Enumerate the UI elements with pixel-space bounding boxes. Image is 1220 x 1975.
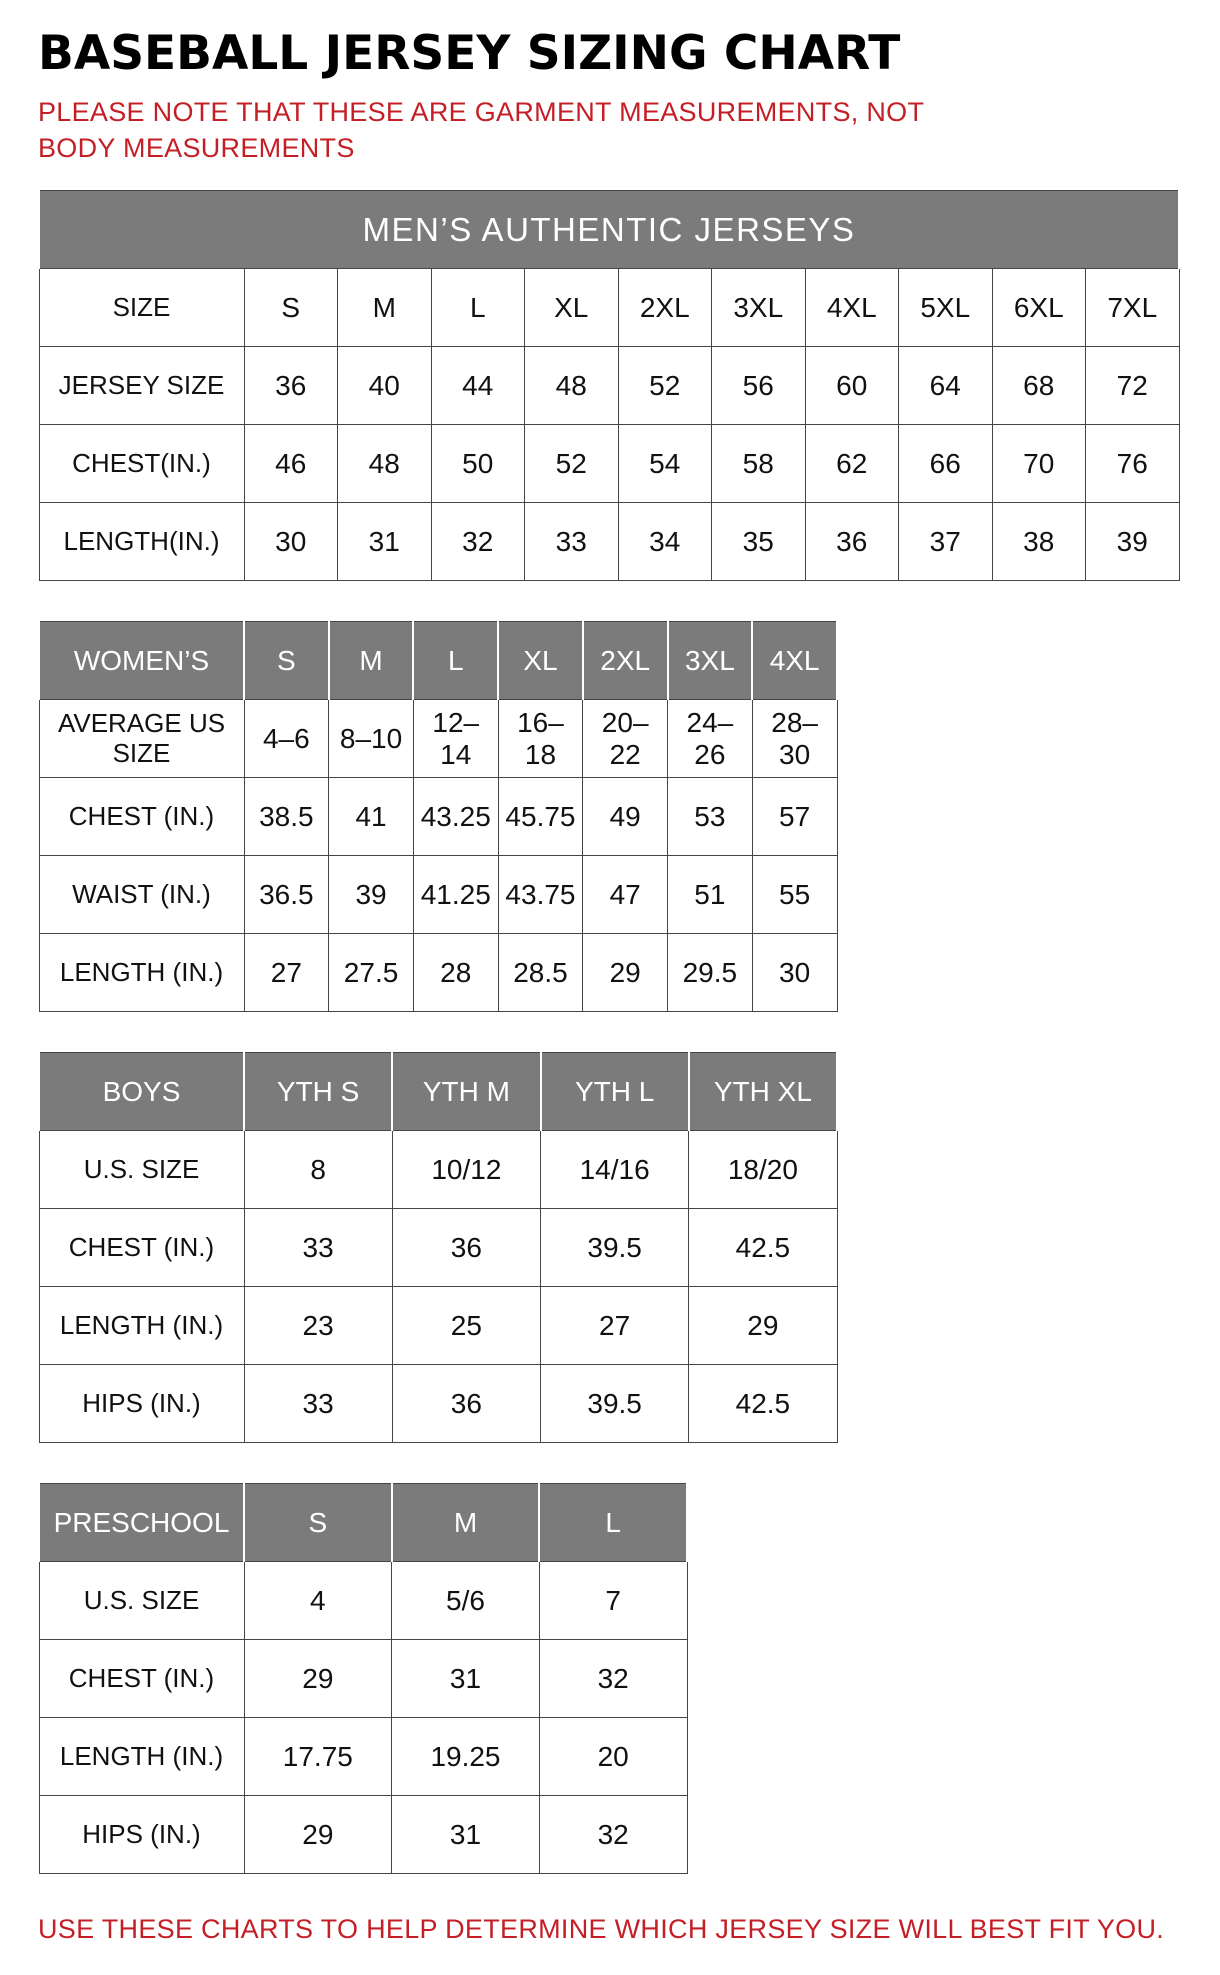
value-cell: 3XL — [712, 269, 806, 347]
value-cell: 51 — [668, 856, 753, 934]
value-cell: 57 — [752, 778, 837, 856]
value-cell: 39.5 — [541, 1209, 689, 1287]
measurement-row — [39, 1131, 837, 1209]
measurement-row — [39, 425, 1179, 503]
value-cell: 56 — [712, 347, 806, 425]
measurement-row — [39, 778, 837, 856]
value-cell: 39 — [329, 856, 414, 934]
measurement-row — [39, 700, 837, 778]
value-cell: 23 — [244, 1287, 392, 1365]
mens-banner-row — [39, 191, 1179, 269]
value-cell: 36 — [244, 347, 338, 425]
value-cell: 27 — [244, 934, 329, 1012]
row-label: HIPS (IN.) — [39, 1796, 244, 1874]
boys-sizing-table — [38, 1052, 838, 1443]
value-cell: 29 — [583, 934, 668, 1012]
value-cell: 37 — [899, 503, 993, 581]
value-cell: XL — [525, 269, 619, 347]
row-label: LENGTH (IN.) — [39, 934, 244, 1012]
value-cell: 54 — [618, 425, 712, 503]
value-cell: 40 — [338, 347, 432, 425]
value-cell: 19.25 — [392, 1718, 540, 1796]
footer-note: USE THESE CHARTS TO HELP DETERMINE WHICH JERSEY SIZE WILL BEST FIT YOU. — [38, 1914, 1165, 1945]
value-cell: 33 — [244, 1209, 392, 1287]
value-cell: 30 — [752, 934, 837, 1012]
value-cell: 72 — [1086, 347, 1180, 425]
value-cell: 32 — [431, 503, 525, 581]
value-cell: 30 — [244, 503, 338, 581]
value-cell: 46 — [244, 425, 338, 503]
value-cell: 43.25 — [413, 778, 498, 856]
value-cell: 66 — [899, 425, 993, 503]
measurement-row — [39, 1287, 837, 1365]
row-label: LENGTH (IN.) — [39, 1287, 244, 1365]
mens-table-banner: MEN’S AUTHENTIC JERSEYS — [39, 191, 1179, 269]
value-cell: 33 — [244, 1365, 392, 1443]
preschool-header-row — [39, 1484, 687, 1562]
value-cell: 4 — [244, 1562, 392, 1640]
womens-header-label: WOMEN’S — [39, 622, 244, 700]
preschool-sizing-table — [38, 1483, 688, 1874]
sizing-chart-page — [38, 26, 1182, 1945]
value-cell: 25 — [392, 1287, 540, 1365]
value-cell: 8 — [244, 1131, 392, 1209]
value-cell: 76 — [1086, 425, 1180, 503]
value-cell: 68 — [992, 347, 1086, 425]
value-cell: 48 — [338, 425, 432, 503]
size-column-header: 2XL — [583, 622, 668, 700]
row-label: AVERAGE US SIZE — [39, 700, 244, 778]
value-cell: 28.5 — [498, 934, 583, 1012]
value-cell: 32 — [539, 1796, 687, 1874]
value-cell: 33 — [525, 503, 619, 581]
value-cell: 28 — [413, 934, 498, 1012]
value-cell: 28–30 — [752, 700, 837, 778]
value-cell: 12–14 — [413, 700, 498, 778]
value-cell: 2XL — [618, 269, 712, 347]
value-cell: 31 — [392, 1796, 540, 1874]
row-label: LENGTH(IN.) — [39, 503, 244, 581]
size-column-header: YTH XL — [689, 1053, 837, 1131]
value-cell: 18/20 — [689, 1131, 837, 1209]
size-column-header: M — [392, 1484, 540, 1562]
measurement-row — [39, 269, 1179, 347]
value-cell: M — [338, 269, 432, 347]
row-label: JERSEY SIZE — [39, 347, 244, 425]
value-cell: 50 — [431, 425, 525, 503]
boys-header-label: BOYS — [39, 1053, 244, 1131]
row-label: CHEST (IN.) — [39, 1640, 244, 1718]
value-cell: 7 — [539, 1562, 687, 1640]
value-cell: L — [431, 269, 525, 347]
row-label: U.S. SIZE — [39, 1562, 244, 1640]
value-cell: 7XL — [1086, 269, 1180, 347]
value-cell: 35 — [712, 503, 806, 581]
value-cell: 58 — [712, 425, 806, 503]
preschool-jerseys-section — [38, 1483, 1182, 1874]
row-label: CHEST(IN.) — [39, 425, 244, 503]
row-label: CHEST (IN.) — [39, 1209, 244, 1287]
value-cell: 4XL — [805, 269, 899, 347]
value-cell: 36 — [392, 1209, 540, 1287]
value-cell: 36.5 — [244, 856, 329, 934]
size-column-header: YTH L — [541, 1053, 689, 1131]
measurement-row — [39, 1718, 687, 1796]
value-cell: 45.75 — [498, 778, 583, 856]
value-cell: 16–18 — [498, 700, 583, 778]
size-column-header: 3XL — [668, 622, 753, 700]
measurement-row — [39, 856, 837, 934]
measurement-row — [39, 1796, 687, 1874]
womens-jerseys-section — [38, 621, 1182, 1012]
value-cell: 8–10 — [329, 700, 414, 778]
value-cell: 10/12 — [392, 1131, 540, 1209]
measurement-row — [39, 1562, 687, 1640]
size-column-header: S — [244, 1484, 392, 1562]
row-label: SIZE — [39, 269, 244, 347]
measurement-row — [39, 934, 837, 1012]
value-cell: 42.5 — [689, 1365, 837, 1443]
size-column-header: YTH S — [244, 1053, 392, 1131]
row-label: WAIST (IN.) — [39, 856, 244, 934]
page-title: BASEBALL JERSEY SIZING CHART — [38, 26, 901, 81]
value-cell: 27 — [541, 1287, 689, 1365]
value-cell: 62 — [805, 425, 899, 503]
row-label: CHEST (IN.) — [39, 778, 244, 856]
boys-jerseys-section — [38, 1052, 1182, 1443]
value-cell: 42.5 — [689, 1209, 837, 1287]
value-cell: 41.25 — [413, 856, 498, 934]
size-column-header: S — [244, 622, 329, 700]
value-cell: 43.75 — [498, 856, 583, 934]
value-cell: 29 — [689, 1287, 837, 1365]
measurement-row — [39, 1640, 687, 1718]
womens-sizing-table — [38, 621, 838, 1012]
value-cell: 29.5 — [668, 934, 753, 1012]
value-cell: 20–22 — [583, 700, 668, 778]
garment-measurements-note: PLEASE NOTE THAT THESE ARE GARMENT MEASUREMENTS, NOT BODY MEASUREMENTS — [38, 97, 924, 163]
value-cell: 47 — [583, 856, 668, 934]
value-cell: 5/6 — [392, 1562, 540, 1640]
value-cell: 39 — [1086, 503, 1180, 581]
value-cell: 36 — [805, 503, 899, 581]
size-column-header: L — [413, 622, 498, 700]
size-column-header: 4XL — [752, 622, 837, 700]
value-cell: 27.5 — [329, 934, 414, 1012]
value-cell: 14/16 — [541, 1131, 689, 1209]
measurement-row — [39, 347, 1179, 425]
row-label: HIPS (IN.) — [39, 1365, 244, 1443]
value-cell: 6XL — [992, 269, 1086, 347]
value-cell: 20 — [539, 1718, 687, 1796]
row-label: LENGTH (IN.) — [39, 1718, 244, 1796]
value-cell: 17.75 — [244, 1718, 392, 1796]
value-cell: 34 — [618, 503, 712, 581]
size-column-header: L — [539, 1484, 687, 1562]
value-cell: 52 — [525, 425, 619, 503]
measurement-row — [39, 1209, 837, 1287]
size-column-header: M — [329, 622, 414, 700]
mens-jerseys-section — [38, 190, 1182, 581]
value-cell: 4–6 — [244, 700, 329, 778]
value-cell: 60 — [805, 347, 899, 425]
value-cell: 41 — [329, 778, 414, 856]
value-cell: 52 — [618, 347, 712, 425]
value-cell: 70 — [992, 425, 1086, 503]
value-cell: 31 — [338, 503, 432, 581]
value-cell: 55 — [752, 856, 837, 934]
value-cell: 64 — [899, 347, 993, 425]
value-cell: 29 — [244, 1796, 392, 1874]
value-cell: 49 — [583, 778, 668, 856]
value-cell: 38 — [992, 503, 1086, 581]
measurement-row — [39, 1365, 837, 1443]
measurement-row — [39, 503, 1179, 581]
value-cell: 48 — [525, 347, 619, 425]
value-cell: 39.5 — [541, 1365, 689, 1443]
size-column-header: XL — [498, 622, 583, 700]
row-label: U.S. SIZE — [39, 1131, 244, 1209]
boys-header-row — [39, 1053, 837, 1131]
mens-sizing-table — [38, 190, 1180, 581]
preschool-header-label: PRESCHOOL — [39, 1484, 244, 1562]
value-cell: 53 — [668, 778, 753, 856]
value-cell: 36 — [392, 1365, 540, 1443]
value-cell: 5XL — [899, 269, 993, 347]
value-cell: 32 — [539, 1640, 687, 1718]
value-cell: S — [244, 269, 338, 347]
value-cell: 38.5 — [244, 778, 329, 856]
size-column-header: YTH M — [392, 1053, 540, 1131]
value-cell: 29 — [244, 1640, 392, 1718]
value-cell: 44 — [431, 347, 525, 425]
value-cell: 24–26 — [668, 700, 753, 778]
womens-header-row — [39, 622, 837, 700]
value-cell: 31 — [392, 1640, 540, 1718]
